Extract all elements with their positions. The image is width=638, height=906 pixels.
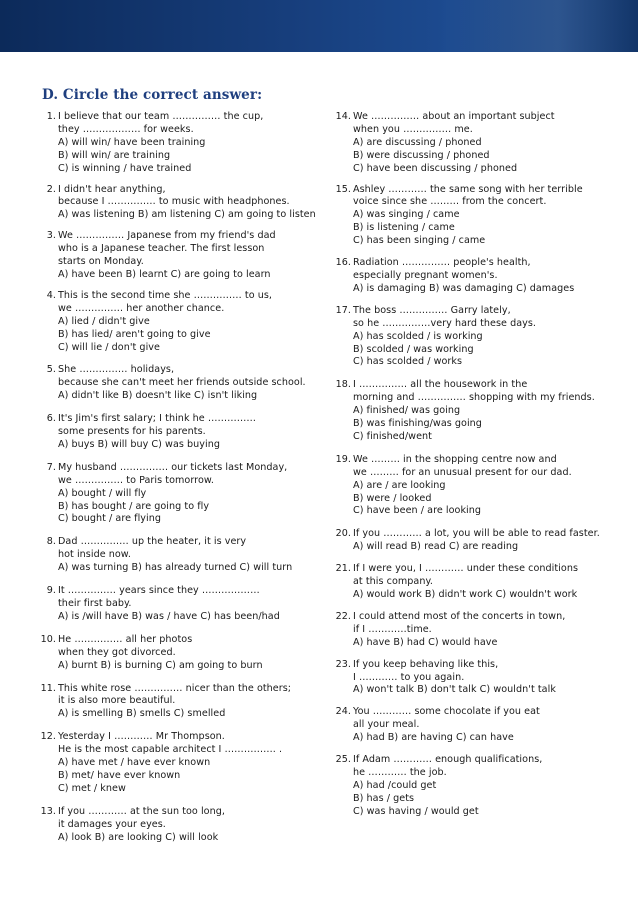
question-text: if I …………time. xyxy=(353,623,432,635)
question-text: I could attend most of the concerts in town, xyxy=(353,610,566,622)
answer-options[interactable]: C) have been discussing / phoned xyxy=(353,162,518,174)
question-text: This is the second time she …………… to us, xyxy=(58,289,273,301)
question-item xyxy=(44,462,334,527)
answer-options[interactable]: A) buys B) will buy C) was buying xyxy=(58,438,221,450)
answer-options[interactable]: B) scolded / was working xyxy=(353,343,474,355)
question-item xyxy=(40,805,334,845)
question-text: If I were you, I ………… under these conditions xyxy=(353,563,578,575)
question-text: The boss …………… Garry lately, xyxy=(353,304,511,316)
answer-options[interactable]: A) was listening B) am listening C) am going to listen xyxy=(58,209,316,221)
answer-options[interactable]: A) are discussing / phoned xyxy=(353,136,482,148)
question-number: 22. xyxy=(335,610,351,622)
question-text: we …………… her another chance. xyxy=(58,302,225,314)
question-number: 2. xyxy=(46,183,56,195)
answer-options[interactable]: A) didn't like B) doesn't like C) isn't liking xyxy=(58,390,258,402)
question-text: especially pregnant women's. xyxy=(353,269,498,281)
answer-options[interactable]: A) was singing / came xyxy=(353,209,460,221)
question-item xyxy=(40,731,334,796)
question-item xyxy=(40,682,334,722)
question-item xyxy=(44,184,334,223)
question-item xyxy=(335,257,629,296)
question-text: My husband …………… our tickets last Monday, xyxy=(58,461,288,473)
question-text: It …………… years since they ……………… xyxy=(58,585,260,597)
banner-highlight xyxy=(438,0,638,52)
question-text: He is the most capable architect I ……………. . xyxy=(58,744,283,756)
question-number: 23. xyxy=(335,658,351,670)
answer-options[interactable]: A) bought / will fly xyxy=(58,487,147,499)
answer-options[interactable]: A) burnt B) is burning C) am going to burn xyxy=(58,659,263,671)
question-text: so he ……………very hard these days. xyxy=(353,317,537,329)
answer-options[interactable]: C) will lie / don't give xyxy=(58,341,160,353)
question-text: because I …………… to music with headphones. xyxy=(58,196,290,208)
question-item xyxy=(40,633,334,673)
question-text: starts on Monday. xyxy=(58,256,144,268)
question-number: 4. xyxy=(46,289,56,301)
question-number: 5. xyxy=(46,364,56,376)
question-text: If you keep behaving like this, xyxy=(353,658,499,670)
answer-options[interactable]: A) was turning B) has already turned C) will turn xyxy=(58,562,293,574)
question-number: 16. xyxy=(335,257,351,269)
question-number: 17. xyxy=(335,304,351,316)
question-text: I …………… all the housework in the xyxy=(353,379,528,391)
answer-options[interactable]: A) had /could get xyxy=(353,779,437,791)
question-item xyxy=(44,585,334,624)
question-text: She …………… holidays, xyxy=(58,364,175,376)
question-item xyxy=(335,610,629,650)
answer-options[interactable]: A) is damaging B) was damaging C) damages xyxy=(353,282,575,294)
question-number: 19. xyxy=(335,453,351,465)
question-item xyxy=(44,230,334,282)
answer-options[interactable]: A) is smelling B) smells C) smelled xyxy=(58,708,226,720)
question-text: Radiation …………… people's health, xyxy=(353,257,531,269)
answer-options[interactable]: C) has been singing / came xyxy=(353,235,486,247)
answer-options[interactable]: A) will win/ have been training xyxy=(58,136,206,148)
answer-options[interactable]: B) were / looked xyxy=(353,492,432,504)
question-text: it is also more beautiful. xyxy=(58,695,176,707)
answer-options[interactable]: A) have B) had C) would have xyxy=(353,636,498,648)
question-number: 9. xyxy=(46,585,56,597)
question-text: If you ………… at the sun too long, xyxy=(58,805,225,817)
question-text: If you ………… a lot, you will be able to read faster. xyxy=(353,528,600,540)
question-number: 18. xyxy=(335,379,351,391)
question-number: 3. xyxy=(46,230,56,242)
answer-options[interactable]: B) is listening / came xyxy=(353,222,455,234)
question-text: This white rose …………… nicer than the others; xyxy=(58,682,292,694)
question-text: because she can't meet her friends outside school. xyxy=(58,377,306,389)
question-item xyxy=(335,183,629,249)
question-number: 15. xyxy=(335,183,351,195)
answer-options[interactable]: B) has / gets xyxy=(353,792,415,804)
question-text: We …………… about an important subject xyxy=(353,111,555,122)
question-number: 1. xyxy=(46,111,56,122)
question-text: We ……… in the shopping centre now and xyxy=(353,453,557,465)
question-text: We …………… Japanese from my friend's dad xyxy=(58,230,276,242)
question-text: it damages your eyes. xyxy=(58,818,166,830)
answer-options[interactable]: B) will win/ are training xyxy=(58,149,171,161)
question-item xyxy=(335,754,629,819)
question-text: I didn't hear anything, xyxy=(58,183,166,195)
question-text: at this company. xyxy=(353,576,433,588)
question-item xyxy=(44,364,334,403)
question-text: when they got divorced. xyxy=(58,646,176,658)
answer-options[interactable]: A) has scolded / is working xyxy=(353,330,483,342)
answer-options[interactable]: A) finished/ was going xyxy=(353,405,461,417)
answer-options[interactable]: C) met / knew xyxy=(58,782,126,794)
question-item xyxy=(335,706,629,745)
question-text: If Adam ………… enough qualifications, xyxy=(353,754,543,766)
question-number: 20. xyxy=(335,528,351,540)
question-text: morning and …………… shopping with my friends. xyxy=(353,392,595,404)
question-text: we …………… to Paris tomorrow. xyxy=(58,474,214,486)
question-item xyxy=(335,453,629,519)
question-number: 10. xyxy=(40,633,56,645)
answer-options[interactable]: A) look B) are looking C) will look xyxy=(58,831,219,843)
question-text: he ………… the job. xyxy=(353,766,447,778)
answer-options[interactable]: B) met/ have ever known xyxy=(58,769,181,781)
answer-options[interactable]: B) has bought / are going to fly xyxy=(58,500,210,512)
question-number: 24. xyxy=(335,706,351,718)
question-number: 7. xyxy=(46,461,56,473)
question-text: He …………… all her photos xyxy=(58,633,193,645)
header-banner xyxy=(0,0,638,52)
question-item xyxy=(335,304,629,370)
question-item xyxy=(335,111,629,176)
question-text: I believe that our team …………… the cup, xyxy=(58,111,264,122)
answer-options[interactable]: A) would work B) didn't work C) wouldn't work xyxy=(353,589,578,600)
question-number: 12. xyxy=(40,731,56,743)
question-item xyxy=(335,379,629,444)
question-item xyxy=(44,413,334,452)
question-text: Dad …………… up the heater, it is very xyxy=(58,536,247,548)
question-text: I ………… to you again. xyxy=(353,671,465,683)
question-number: 14. xyxy=(335,111,351,122)
question-number: 8. xyxy=(46,536,56,548)
question-text: all your meal. xyxy=(353,719,420,731)
question-item xyxy=(335,563,629,602)
question-text: hot inside now. xyxy=(58,549,131,561)
question-number: 11. xyxy=(40,682,56,694)
answer-options[interactable]: A) won't talk B) don't talk C) wouldn't talk xyxy=(353,684,556,696)
answer-options[interactable]: C) is winning / have trained xyxy=(58,162,192,174)
answer-options[interactable]: A) will read B) read C) are reading xyxy=(353,541,519,553)
answer-options[interactable]: A) have met / have ever known xyxy=(58,757,211,769)
question-item xyxy=(335,658,629,698)
question-text: Yesterday I ………… Mr Thompson. xyxy=(58,731,225,743)
answer-options[interactable]: B) were discussing / phoned xyxy=(353,149,490,161)
section-title: D. Circle the correct answer: xyxy=(42,87,263,103)
answer-options[interactable]: C) have been / are looking xyxy=(353,505,482,517)
answer-options[interactable]: B) was finishing/was going xyxy=(353,418,482,430)
question-text: some presents for his parents. xyxy=(58,426,206,438)
question-text: voice since she ……… from the concert. xyxy=(353,196,547,208)
question-text: It's Jim's first salary; I think he …………… xyxy=(58,413,257,425)
question-number: 6. xyxy=(46,413,56,425)
question-text: Ashley ………… the same song with her terrible xyxy=(353,183,583,195)
answer-options[interactable]: B) has lied/ aren't going to give xyxy=(58,328,211,340)
question-item xyxy=(44,536,334,575)
question-text: who is a Japanese teacher. The first lesson xyxy=(58,243,265,255)
question-item xyxy=(335,528,629,554)
question-number: 25. xyxy=(335,754,351,766)
question-text: You ………… some chocolate if you eat xyxy=(353,706,540,718)
answer-options[interactable]: C) was having / would get xyxy=(353,805,479,817)
question-number: 13. xyxy=(40,805,56,817)
question-text: they ……………… for weeks. xyxy=(58,123,194,135)
left-question-column xyxy=(40,111,334,845)
question-number: 21. xyxy=(335,563,351,575)
question-text: their first baby. xyxy=(58,598,132,609)
question-text: when you …………… me. xyxy=(353,123,473,135)
answer-options[interactable]: A) is /will have B) was / have C) has been/had xyxy=(58,610,280,622)
answer-options[interactable]: A) have been B) learnt C) are going to learn xyxy=(58,268,271,280)
question-item xyxy=(44,111,334,176)
answer-options[interactable]: C) finished/went xyxy=(353,430,432,442)
right-question-column xyxy=(335,111,629,819)
answer-options[interactable]: A) are / are looking xyxy=(353,479,446,491)
answer-options[interactable]: C) bought / are flying xyxy=(58,513,162,525)
answer-options[interactable]: A) had B) are having C) can have xyxy=(353,732,514,744)
answer-options[interactable]: A) lied / didn't give xyxy=(58,315,150,327)
question-item xyxy=(44,290,334,355)
question-text: we ……… for an unusual present for our dad. xyxy=(353,466,572,478)
answer-options[interactable]: C) has scolded / works xyxy=(353,356,463,368)
